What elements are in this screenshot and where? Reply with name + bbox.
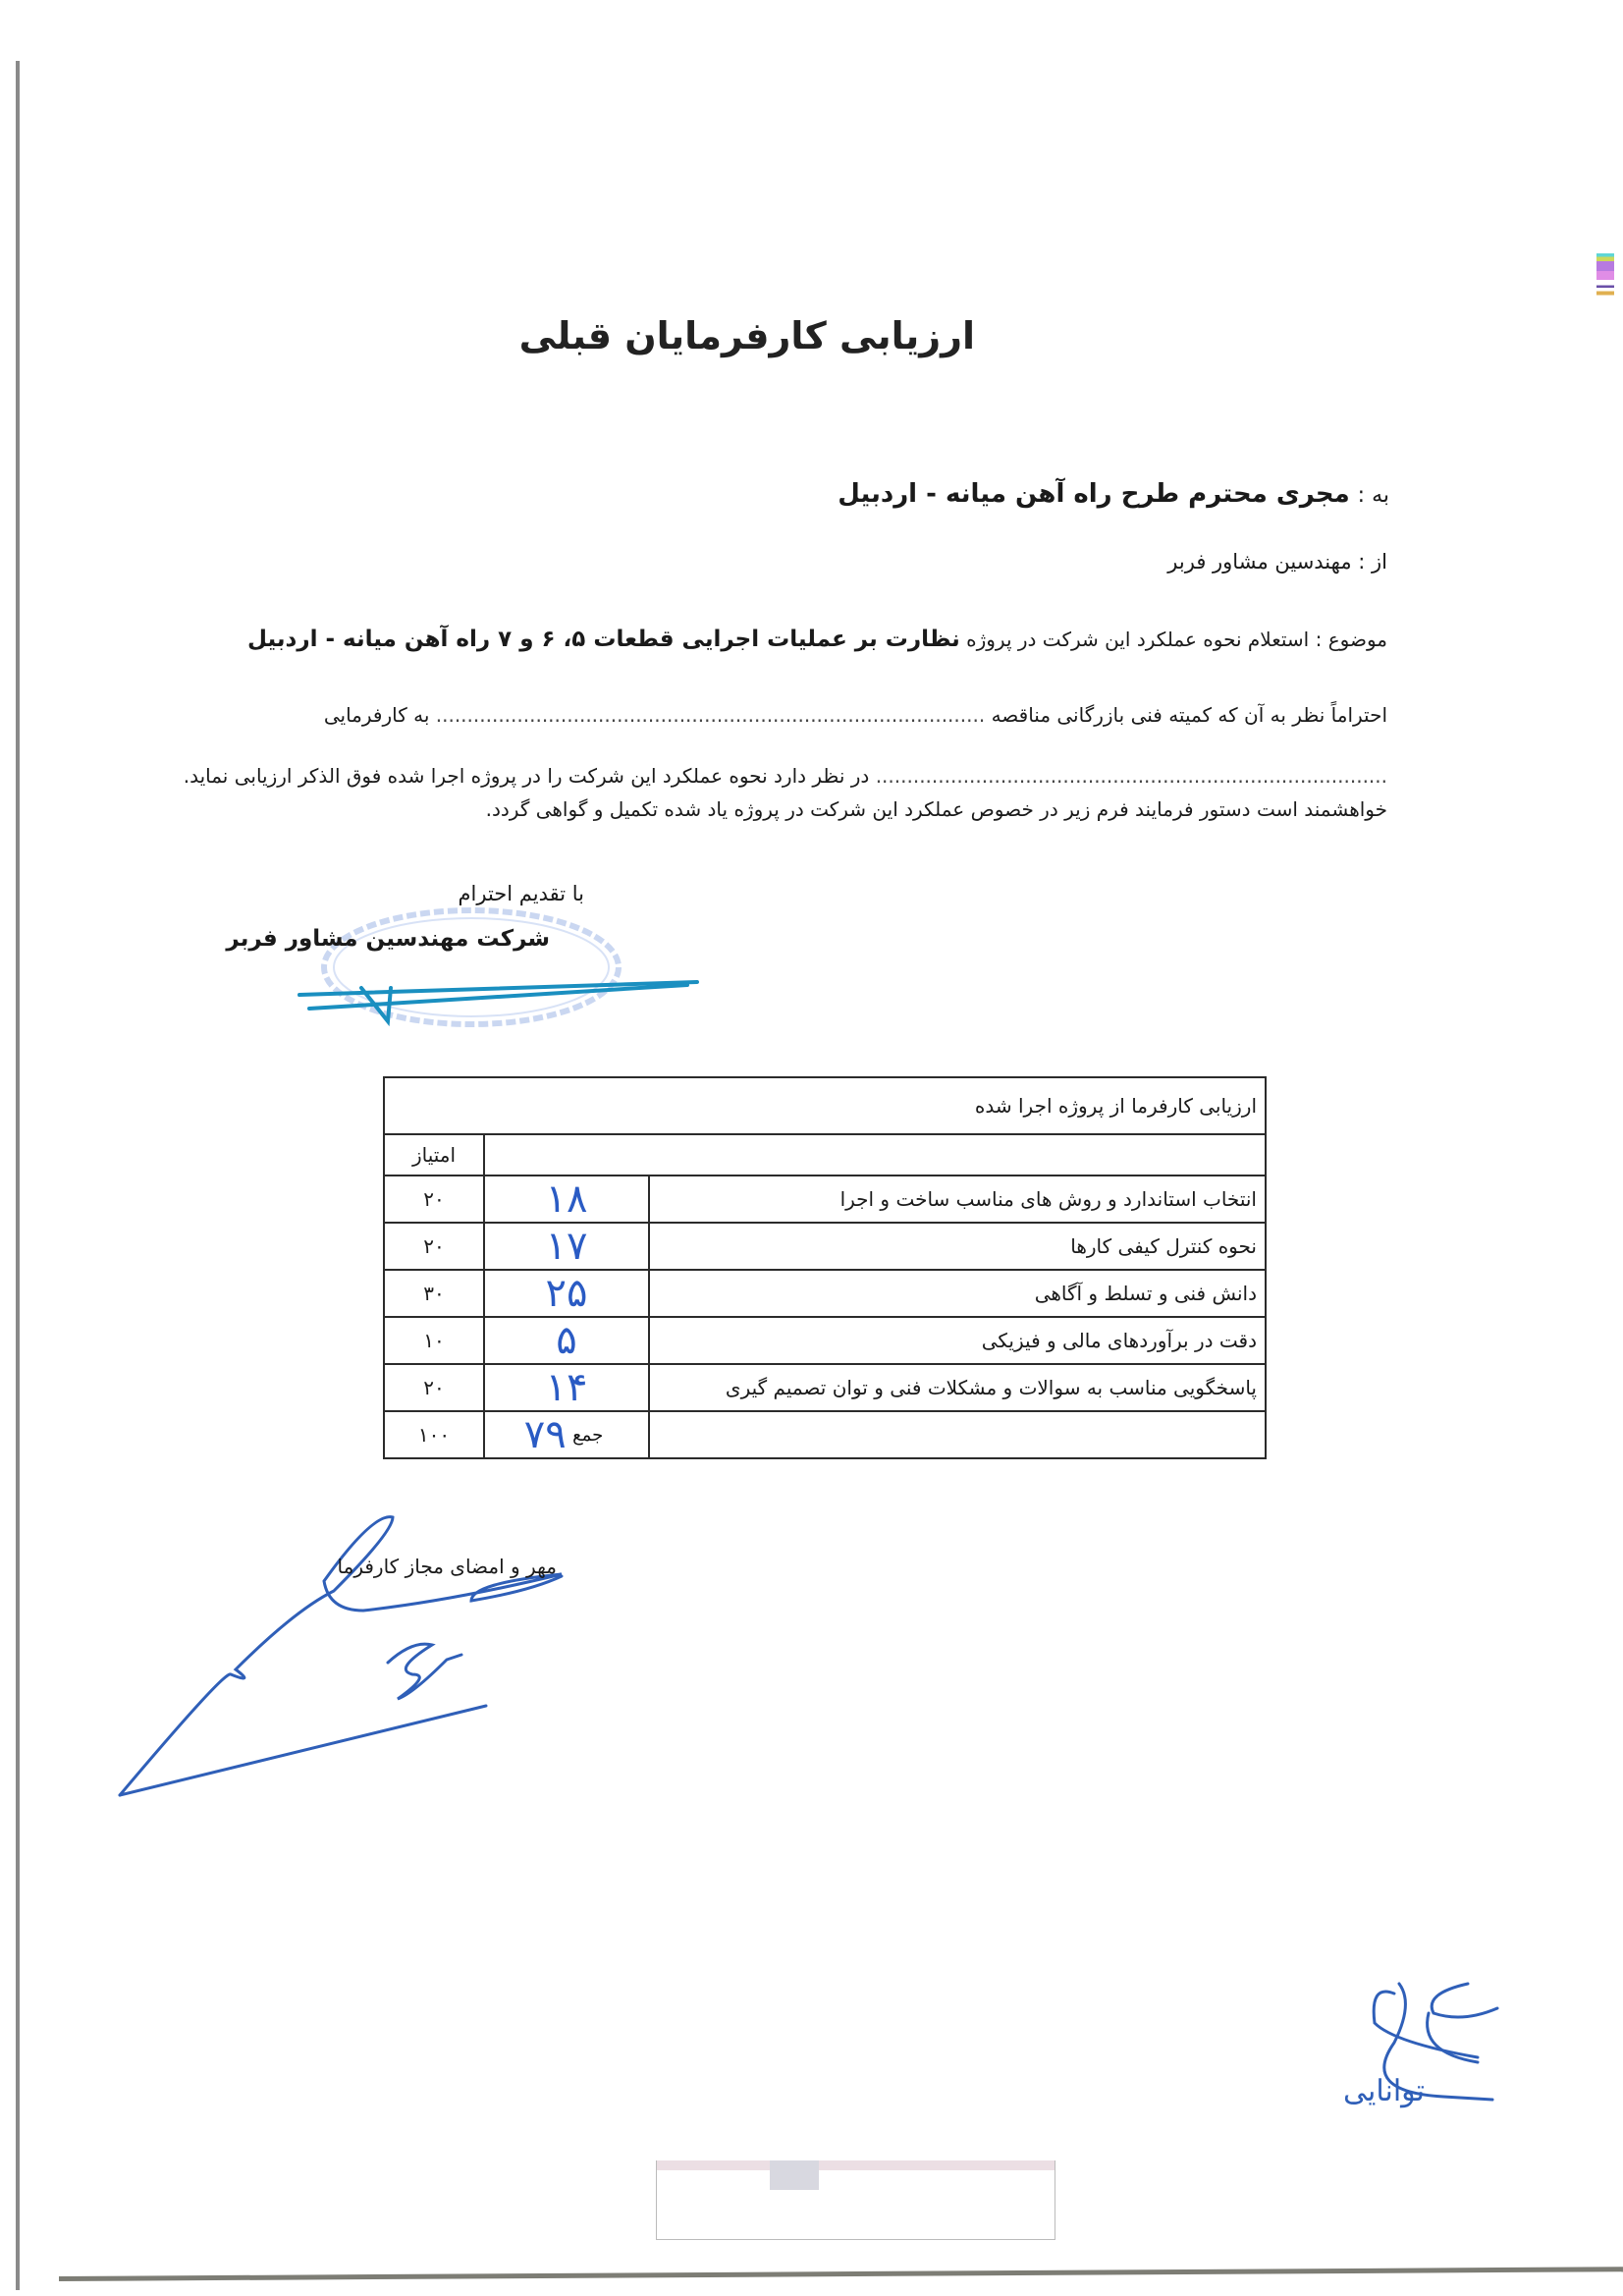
criterion: دقت در برآوردهای مالی و فیزیکی	[649, 1317, 1266, 1364]
max-score: ۳۰	[384, 1270, 484, 1317]
scan-artifact-box	[656, 2160, 1055, 2240]
company-name: شرکت مهندسین مشاور فربر	[226, 926, 550, 952]
paragraph-2-text: در نظر دارد نحوه عملکرد این شرکت را در پروژه اجرا شده فوق الذکر ارزیابی نماید.	[183, 764, 870, 788]
total-max: ۱۰۰	[384, 1411, 484, 1458]
table-row	[384, 1364, 1266, 1411]
scan-artifact-tab	[770, 2160, 819, 2190]
table-header-row	[384, 1134, 1266, 1175]
paragraph-1a: احتراماً نظر به آن که کمیته فنی بازرگانی مناقصه	[991, 703, 1387, 727]
given-score: ۱۴	[484, 1364, 649, 1411]
total-blank	[649, 1411, 1266, 1458]
evaluation-table	[383, 1076, 1267, 1459]
table-row	[384, 1317, 1266, 1364]
paragraph-3: خواهشمند است دستور فرمایند فرم زیر در خصوص عملکرد این شرکت در پروژه یاد شده تکمیل و گواهی گردد.	[485, 797, 1387, 821]
max-score: ۲۰	[384, 1364, 484, 1411]
criterion: نحوه کنترل کیفی کارها	[649, 1223, 1266, 1270]
paragraph-1b: به کارفرمایی	[323, 703, 430, 727]
total-score: ۷۹	[523, 1412, 567, 1457]
handwritten-note: توانایی	[1343, 2074, 1426, 2108]
given-score: ۱۸	[484, 1175, 649, 1223]
blank-line: ..................................................................................	[875, 764, 1387, 788]
table-row	[384, 1175, 1266, 1223]
given-score: ۲۵	[484, 1270, 649, 1317]
table-row	[384, 1270, 1266, 1317]
table-total-row	[384, 1411, 1266, 1458]
table-row	[384, 1223, 1266, 1270]
total-cell	[484, 1411, 649, 1458]
criterion: انتخاب استاندارد و روش های مناسب ساخت و اجرا	[649, 1175, 1266, 1223]
table-title: ارزیابی کارفرما از پروژه اجرا شده	[384, 1077, 1266, 1134]
scan-artifact-strip	[657, 2160, 1055, 2170]
max-score: ۲۰	[384, 1175, 484, 1223]
page-title: ارزیابی کارفرمایان قبلی	[518, 314, 975, 357]
header-max-score: امتیاز	[384, 1134, 484, 1175]
authorized-signature-label: مهر و امضای مجاز کارفرما	[337, 1555, 557, 1578]
sender-label: از :	[1358, 550, 1387, 574]
recipient-label: به :	[1357, 483, 1389, 508]
total-label: جمع	[572, 1424, 604, 1446]
max-score: ۲۰	[384, 1223, 484, 1270]
closing-phrase: با تقدیم احترام	[458, 882, 584, 905]
sender-value: مهندسین مشاور فربر	[1167, 550, 1352, 574]
subject-label: موضوع :	[1315, 628, 1387, 651]
subject-bold: نظارت بر عملیات اجرایی قطعات ۵، ۶ و ۷ راه آهن میانه - اردبیل	[246, 627, 960, 652]
table-title-row	[384, 1077, 1266, 1134]
given-score: ۵	[484, 1317, 649, 1364]
header-blank	[484, 1134, 1266, 1175]
max-score: ۱۰	[384, 1317, 484, 1364]
blank-line: ........................................................................................	[435, 703, 986, 727]
recipient-value: مجری محترم طرح راه آهن میانه - اردبیل	[838, 479, 1350, 509]
subject-text: استعلام نحوه عملکرد این شرکت در پروژه	[966, 628, 1310, 651]
criterion: پاسخگویی مناسب به سوالات و مشکلات فنی و توان تصمیم گیری	[649, 1364, 1266, 1411]
given-score: ۱۷	[484, 1223, 649, 1270]
criterion: دانش فنی و تسلط و آگاهی	[649, 1270, 1266, 1317]
